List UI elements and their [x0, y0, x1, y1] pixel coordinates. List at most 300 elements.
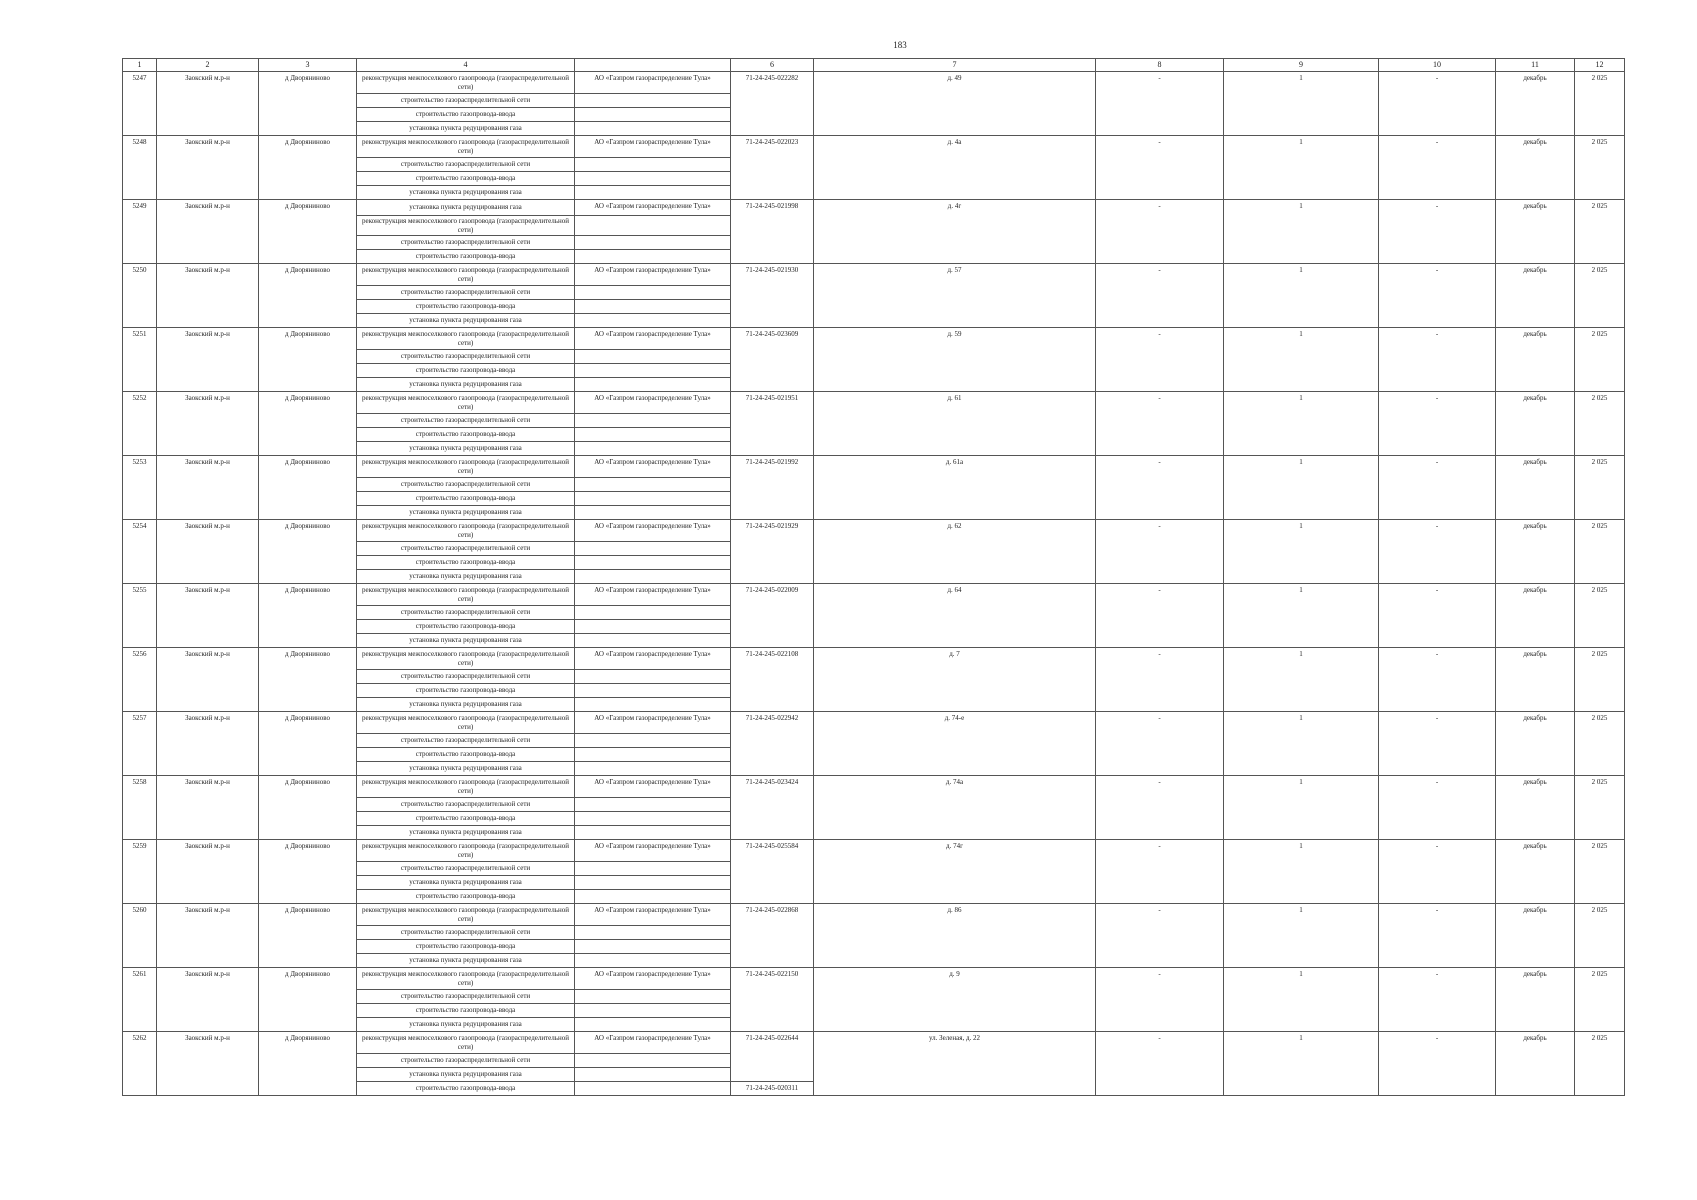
table-row — [123, 200, 1625, 216]
row-number: 5262 — [123, 1032, 157, 1096]
col8-cell: - — [1096, 72, 1224, 136]
district-cell: Заокский м.р-н — [157, 584, 259, 648]
row-number: 5248 — [123, 136, 157, 200]
work-type-cell: реконструкция межпоселкового газопровода (газораспределительной сети) — [357, 776, 575, 798]
company-empty-cell — [575, 620, 731, 634]
company-cell: АО «Газпром газораспределение Тула» — [575, 584, 731, 606]
address-cell: ул. Зеленая, д. 22 — [814, 1032, 1096, 1096]
cadastral-cell: 71-24-245-025584 — [731, 840, 814, 904]
year-cell: 2 025 — [1575, 712, 1625, 776]
col10-cell: - — [1379, 392, 1496, 456]
row-number: 5257 — [123, 712, 157, 776]
settlement-cell: д Дворяниново — [259, 968, 357, 1032]
address-cell: д. 61 — [814, 392, 1096, 456]
settlement-cell: д Дворяниново — [259, 840, 357, 904]
row-number: 5260 — [123, 904, 157, 968]
month-cell: декабрь — [1496, 1032, 1575, 1096]
company-empty-cell — [575, 94, 731, 108]
work-type-cell: строительство газораспределительной сети — [357, 990, 575, 1004]
column-header: 3 — [259, 59, 357, 72]
address-cell: д. 59 — [814, 328, 1096, 392]
district-cell: Заокский м.р-н — [157, 1032, 259, 1096]
column-header: 7 — [814, 59, 1096, 72]
cadastral-cell: 71-24-245-022644 — [731, 1032, 814, 1082]
settlement-cell: д Дворяниново — [259, 456, 357, 520]
work-type-cell: реконструкция межпоселкового газопровода (газораспределительной сети) — [357, 520, 575, 542]
year-cell: 2 025 — [1575, 648, 1625, 712]
col8-cell: - — [1096, 328, 1224, 392]
work-type-cell: строительство газораспределительной сети — [357, 414, 575, 428]
row-number: 5249 — [123, 200, 157, 264]
work-type-cell: установка пункта редуцирования газа — [357, 826, 575, 840]
company-empty-cell — [575, 826, 731, 840]
table-row — [123, 456, 1625, 478]
district-cell: Заокский м.р-н — [157, 520, 259, 584]
work-type-cell: строительство газопровода-ввода — [357, 748, 575, 762]
page-number: 183 — [893, 40, 907, 50]
work-type-cell: установка пункта редуцирования газа — [357, 442, 575, 456]
col8-cell: - — [1096, 968, 1224, 1032]
col8-cell: - — [1096, 776, 1224, 840]
company-empty-cell — [575, 364, 731, 378]
company-empty-cell — [575, 158, 731, 172]
month-cell: декабрь — [1496, 648, 1575, 712]
cadastral-cell: 71-24-245-021930 — [731, 264, 814, 328]
district-cell: Заокский м.р-н — [157, 776, 259, 840]
col8-cell: - — [1096, 392, 1224, 456]
col10-cell: - — [1379, 520, 1496, 584]
cadastral-cell: 71-24-245-021998 — [731, 200, 814, 264]
company-empty-cell — [575, 748, 731, 762]
col8-cell: - — [1096, 648, 1224, 712]
work-type-cell: реконструкция межпоселкового газопровода (газораспределительной сети) — [357, 904, 575, 926]
work-type-cell: строительство газопровода-ввода — [357, 684, 575, 698]
district-cell: Заокский м.р-н — [157, 456, 259, 520]
settlement-cell: д Дворяниново — [259, 648, 357, 712]
table-row — [123, 264, 1625, 286]
address-cell: д. 4г — [814, 200, 1096, 264]
work-type-cell: строительство газораспределительной сети — [357, 926, 575, 940]
work-type-cell: строительство газораспределительной сети — [357, 158, 575, 172]
work-type-cell: установка пункта редуцирования газа — [357, 506, 575, 520]
table-row — [123, 648, 1625, 670]
col10-cell: - — [1379, 1032, 1496, 1096]
district-cell: Заокский м.р-н — [157, 328, 259, 392]
company-empty-cell — [575, 216, 731, 236]
col8-cell: - — [1096, 200, 1224, 264]
company-empty-cell — [575, 1068, 731, 1082]
col9-cell: 1 — [1224, 72, 1379, 136]
address-cell: д. 4а — [814, 136, 1096, 200]
month-cell: декабрь — [1496, 776, 1575, 840]
col9-cell: 1 — [1224, 392, 1379, 456]
work-type-cell: установка пункта редуцирования газа — [357, 1018, 575, 1032]
work-type-cell: установка пункта редуцирования газа — [357, 1068, 575, 1082]
col8-cell: - — [1096, 584, 1224, 648]
table-row — [123, 584, 1625, 606]
work-type-cell: реконструкция межпоселкового газопровода (газораспределительной сети) — [357, 968, 575, 990]
col9-cell: 1 — [1224, 712, 1379, 776]
col10-cell: - — [1379, 712, 1496, 776]
settlement-cell: д Дворяниново — [259, 200, 357, 264]
col10-cell: - — [1379, 328, 1496, 392]
work-type-cell: реконструкция межпоселкового газопровода (газораспределительной сети) — [357, 216, 575, 236]
col10-cell: - — [1379, 584, 1496, 648]
column-header: 9 — [1224, 59, 1379, 72]
company-cell: АО «Газпром газораспределение Тула» — [575, 904, 731, 926]
month-cell: декабрь — [1496, 200, 1575, 264]
table-row — [123, 520, 1625, 542]
company-empty-cell — [575, 122, 731, 136]
work-type-cell: строительство газопровода-ввода — [357, 620, 575, 634]
company-empty-cell — [575, 570, 731, 584]
cadastral-cell: 71-24-245-020311 — [731, 1082, 814, 1096]
row-number: 5259 — [123, 840, 157, 904]
col10-cell: - — [1379, 968, 1496, 1032]
company-empty-cell — [575, 926, 731, 940]
col8-cell: - — [1096, 840, 1224, 904]
district-cell: Заокский м.р-н — [157, 968, 259, 1032]
cadastral-cell: 71-24-245-022150 — [731, 968, 814, 1032]
company-empty-cell — [575, 1054, 731, 1068]
settlement-cell: д Дворяниново — [259, 904, 357, 968]
work-type-cell: строительство газораспределительной сети — [357, 350, 575, 364]
company-cell: АО «Газпром газораспределение Тула» — [575, 648, 731, 670]
company-empty-cell — [575, 250, 731, 264]
work-type-cell: установка пункта редуцирования газа — [357, 698, 575, 712]
col10-cell: - — [1379, 200, 1496, 264]
col10-cell: - — [1379, 72, 1496, 136]
work-type-cell: установка пункта редуцирования газа — [357, 378, 575, 392]
month-cell: декабрь — [1496, 904, 1575, 968]
cadastral-cell: 71-24-245-022023 — [731, 136, 814, 200]
table-row — [123, 136, 1625, 158]
company-empty-cell — [575, 506, 731, 520]
address-cell: д. 7 — [814, 648, 1096, 712]
col9-cell: 1 — [1224, 200, 1379, 264]
column-header: 6 — [731, 59, 814, 72]
gas-works-table — [122, 58, 1625, 1096]
col9-cell: 1 — [1224, 328, 1379, 392]
row-number: 5261 — [123, 968, 157, 1032]
company-cell: АО «Газпром газораспределение Тула» — [575, 776, 731, 798]
work-type-cell: установка пункта редуцирования газа — [357, 954, 575, 968]
column-header: 11 — [1496, 59, 1575, 72]
row-number: 5251 — [123, 328, 157, 392]
company-cell: АО «Газпром газораспределение Тула» — [575, 456, 731, 478]
month-cell: декабрь — [1496, 520, 1575, 584]
company-cell: АО «Газпром газораспределение Тула» — [575, 840, 731, 862]
cadastral-cell: 71-24-245-022009 — [731, 584, 814, 648]
company-empty-cell — [575, 556, 731, 570]
col8-cell: - — [1096, 712, 1224, 776]
address-cell: д. 9 — [814, 968, 1096, 1032]
year-cell: 2 025 — [1575, 456, 1625, 520]
work-type-cell: реконструкция межпоселкового газопровода (газораспределительной сети) — [357, 584, 575, 606]
work-type-cell: строительство газопровода-ввода — [357, 364, 575, 378]
address-cell: д. 49 — [814, 72, 1096, 136]
cadastral-cell: 71-24-245-022108 — [731, 648, 814, 712]
work-type-cell: строительство газораспределительной сети — [357, 798, 575, 812]
col10-cell: - — [1379, 776, 1496, 840]
company-empty-cell — [575, 108, 731, 122]
work-type-cell: строительство газопровода-ввода — [357, 1004, 575, 1018]
district-cell: Заокский м.р-н — [157, 200, 259, 264]
year-cell: 2 025 — [1575, 1032, 1625, 1096]
company-empty-cell — [575, 542, 731, 556]
work-type-cell: реконструкция межпоселкового газопровода (газораспределительной сети) — [357, 456, 575, 478]
work-type-cell: строительство газораспределительной сети — [357, 478, 575, 492]
district-cell: Заокский м.р-н — [157, 712, 259, 776]
header-row — [123, 59, 1625, 72]
work-type-cell: строительство газопровода-ввода — [357, 492, 575, 506]
year-cell: 2 025 — [1575, 840, 1625, 904]
col10-cell: - — [1379, 136, 1496, 200]
work-type-cell: реконструкция межпоселкового газопровода (газораспределительной сети) — [357, 840, 575, 862]
address-cell: д. 74а — [814, 776, 1096, 840]
company-empty-cell — [575, 940, 731, 954]
district-cell: Заокский м.р-н — [157, 648, 259, 712]
month-cell: декабрь — [1496, 968, 1575, 1032]
month-cell: декабрь — [1496, 392, 1575, 456]
settlement-cell: д Дворяниново — [259, 712, 357, 776]
col8-cell: - — [1096, 520, 1224, 584]
year-cell: 2 025 — [1575, 136, 1625, 200]
company-cell: АО «Газпром газораспределение Тула» — [575, 968, 731, 990]
settlement-cell: д Дворяниново — [259, 1032, 357, 1096]
work-type-cell: строительство газопровода-ввода — [357, 108, 575, 122]
month-cell: декабрь — [1496, 712, 1575, 776]
company-empty-cell — [575, 314, 731, 328]
cadastral-cell: 71-24-245-023609 — [731, 328, 814, 392]
work-type-cell: строительство газораспределительной сети — [357, 236, 575, 250]
company-cell: АО «Газпром газораспределение Тула» — [575, 136, 731, 158]
col8-cell: - — [1096, 264, 1224, 328]
work-type-cell: установка пункта редуцирования газа — [357, 570, 575, 584]
row-number: 5247 — [123, 72, 157, 136]
year-cell: 2 025 — [1575, 328, 1625, 392]
work-type-cell: установка пункта редуцирования газа — [357, 200, 575, 216]
company-cell: АО «Газпром газораспределение Тула» — [575, 200, 731, 216]
col10-cell: - — [1379, 904, 1496, 968]
work-type-cell: строительство газопровода-ввода — [357, 172, 575, 186]
district-cell: Заокский м.р-н — [157, 72, 259, 136]
work-type-cell: строительство газопровода-ввода — [357, 1082, 575, 1096]
company-cell: АО «Газпром газораспределение Тула» — [575, 520, 731, 542]
company-empty-cell — [575, 762, 731, 776]
col10-cell: - — [1379, 648, 1496, 712]
work-type-cell: реконструкция межпоселкового газопровода (газораспределительной сети) — [357, 328, 575, 350]
month-cell: декабрь — [1496, 456, 1575, 520]
work-type-cell: установка пункта редуцирования газа — [357, 876, 575, 890]
table-row — [123, 392, 1625, 414]
col9-cell: 1 — [1224, 584, 1379, 648]
district-cell: Заокский м.р-н — [157, 904, 259, 968]
table-row — [123, 328, 1625, 350]
row-number: 5250 — [123, 264, 157, 328]
work-type-cell: строительство газопровода-ввода — [357, 890, 575, 904]
settlement-cell: д Дворяниново — [259, 328, 357, 392]
company-empty-cell — [575, 350, 731, 364]
work-type-cell: установка пункта редуцирования газа — [357, 314, 575, 328]
col9-cell: 1 — [1224, 968, 1379, 1032]
col9-cell: 1 — [1224, 136, 1379, 200]
company-empty-cell — [575, 172, 731, 186]
address-cell: д. 57 — [814, 264, 1096, 328]
work-type-cell: реконструкция межпоселкового газопровода (газораспределительной сети) — [357, 72, 575, 94]
company-empty-cell — [575, 286, 731, 300]
year-cell: 2 025 — [1575, 904, 1625, 968]
company-cell: АО «Газпром газораспределение Тула» — [575, 392, 731, 414]
col10-cell: - — [1379, 840, 1496, 904]
month-cell: декабрь — [1496, 264, 1575, 328]
col8-cell: - — [1096, 456, 1224, 520]
settlement-cell: д Дворяниново — [259, 264, 357, 328]
col9-cell: 1 — [1224, 776, 1379, 840]
col9-cell: 1 — [1224, 264, 1379, 328]
company-empty-cell — [575, 300, 731, 314]
work-type-cell: строительство газопровода-ввода — [357, 812, 575, 826]
work-type-cell: строительство газораспределительной сети — [357, 542, 575, 556]
column-header: 1 — [123, 59, 157, 72]
cadastral-cell: 71-24-245-022868 — [731, 904, 814, 968]
company-cell: АО «Газпром газораспределение Тула» — [575, 264, 731, 286]
settlement-cell: д Дворяниново — [259, 392, 357, 456]
col9-cell: 1 — [1224, 840, 1379, 904]
company-empty-cell — [575, 606, 731, 620]
company-empty-cell — [575, 378, 731, 392]
work-type-cell: реконструкция межпоселкового газопровода (газораспределительной сети) — [357, 392, 575, 414]
column-header — [575, 59, 731, 72]
col9-cell: 1 — [1224, 520, 1379, 584]
work-type-cell: строительство газораспределительной сети — [357, 286, 575, 300]
company-empty-cell — [575, 812, 731, 826]
address-cell: д. 74-е — [814, 712, 1096, 776]
company-empty-cell — [575, 634, 731, 648]
company-empty-cell — [575, 890, 731, 904]
company-empty-cell — [575, 1082, 731, 1096]
work-type-cell: строительство газораспределительной сети — [357, 670, 575, 684]
settlement-cell: д Дворяниново — [259, 776, 357, 840]
address-cell: д. 86 — [814, 904, 1096, 968]
col10-cell: - — [1379, 456, 1496, 520]
cadastral-cell: 71-24-245-021929 — [731, 520, 814, 584]
table-row — [123, 1032, 1625, 1054]
company-empty-cell — [575, 428, 731, 442]
work-type-cell: строительство газопровода-ввода — [357, 300, 575, 314]
district-cell: Заокский м.р-н — [157, 136, 259, 200]
district-cell: Заокский м.р-н — [157, 264, 259, 328]
company-cell: АО «Газпром газораспределение Тула» — [575, 712, 731, 734]
col8-cell: - — [1096, 136, 1224, 200]
year-cell: 2 025 — [1575, 392, 1625, 456]
month-cell: декабрь — [1496, 72, 1575, 136]
settlement-cell: д Дворяниново — [259, 584, 357, 648]
year-cell: 2 025 — [1575, 264, 1625, 328]
company-empty-cell — [575, 670, 731, 684]
company-empty-cell — [575, 414, 731, 428]
company-empty-cell — [575, 1018, 731, 1032]
company-empty-cell — [575, 862, 731, 876]
column-header: 2 — [157, 59, 259, 72]
address-cell: д. 62 — [814, 520, 1096, 584]
company-empty-cell — [575, 442, 731, 456]
work-type-cell: строительство газопровода-ввода — [357, 428, 575, 442]
work-type-cell: реконструкция межпоселкового газопровода (газораспределительной сети) — [357, 712, 575, 734]
work-type-cell: реконструкция межпоселкового газопровода (газораспределительной сети) — [357, 136, 575, 158]
column-header: 8 — [1096, 59, 1224, 72]
column-header: 4 — [357, 59, 575, 72]
row-number: 5254 — [123, 520, 157, 584]
company-empty-cell — [575, 954, 731, 968]
col10-cell: - — [1379, 264, 1496, 328]
settlement-cell: д Дворяниново — [259, 520, 357, 584]
col9-cell: 1 — [1224, 456, 1379, 520]
work-type-cell: строительство газораспределительной сети — [357, 94, 575, 108]
address-cell: д. 74г — [814, 840, 1096, 904]
row-number: 5253 — [123, 456, 157, 520]
table-row — [123, 776, 1625, 798]
company-empty-cell — [575, 698, 731, 712]
work-type-cell: строительство газопровода-ввода — [357, 556, 575, 570]
col9-cell: 1 — [1224, 904, 1379, 968]
col8-cell: - — [1096, 904, 1224, 968]
work-type-cell: установка пункта редуцирования газа — [357, 634, 575, 648]
company-empty-cell — [575, 684, 731, 698]
table-row — [123, 904, 1625, 926]
column-header: 12 — [1575, 59, 1625, 72]
company-empty-cell — [575, 876, 731, 890]
settlement-cell: д Дворяниново — [259, 72, 357, 136]
month-cell: декабрь — [1496, 584, 1575, 648]
district-cell: Заокский м.р-н — [157, 392, 259, 456]
work-type-cell: строительство газораспределительной сети — [357, 862, 575, 876]
work-type-cell: установка пункта редуцирования газа — [357, 762, 575, 776]
company-empty-cell — [575, 798, 731, 812]
month-cell: декабрь — [1496, 136, 1575, 200]
company-empty-cell — [575, 990, 731, 1004]
col8-cell: - — [1096, 1032, 1224, 1096]
cadastral-cell: 71-24-245-022942 — [731, 712, 814, 776]
work-type-cell: установка пункта редуцирования газа — [357, 186, 575, 200]
work-type-cell: строительство газопровода-ввода — [357, 250, 575, 264]
column-header: 10 — [1379, 59, 1496, 72]
cadastral-cell: 71-24-245-021992 — [731, 456, 814, 520]
year-cell: 2 025 — [1575, 584, 1625, 648]
row-number: 5252 — [123, 392, 157, 456]
table-row — [123, 840, 1625, 862]
company-empty-cell — [575, 734, 731, 748]
work-type-cell: строительство газораспределительной сети — [357, 734, 575, 748]
work-type-cell: реконструкция межпоселкового газопровода (газораспределительной сети) — [357, 648, 575, 670]
year-cell: 2 025 — [1575, 968, 1625, 1032]
month-cell: декабрь — [1496, 328, 1575, 392]
address-cell: д. 61а — [814, 456, 1096, 520]
year-cell: 2 025 — [1575, 776, 1625, 840]
company-empty-cell — [575, 186, 731, 200]
address-cell: д. 64 — [814, 584, 1096, 648]
work-type-cell: строительство газораспределительной сети — [357, 1054, 575, 1068]
settlement-cell: д Дворяниново — [259, 136, 357, 200]
table-row — [123, 968, 1625, 990]
company-cell: АО «Газпром газораспределение Тула» — [575, 328, 731, 350]
row-number: 5256 — [123, 648, 157, 712]
work-type-cell: реконструкция межпоселкового газопровода (газораспределительной сети) — [357, 264, 575, 286]
row-number: 5258 — [123, 776, 157, 840]
company-empty-cell — [575, 478, 731, 492]
district-cell: Заокский м.р-н — [157, 840, 259, 904]
cadastral-cell: 71-24-245-021951 — [731, 392, 814, 456]
